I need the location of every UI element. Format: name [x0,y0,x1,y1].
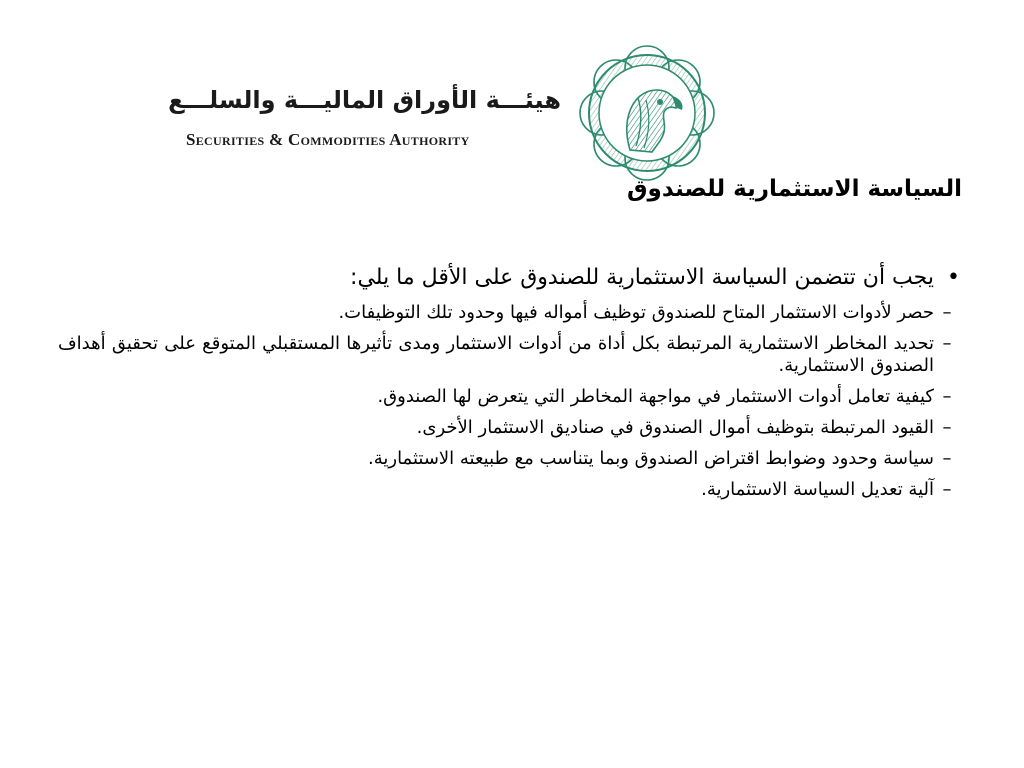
list-item-text: آلية تعديل السياسة الاستثمارية. [701,479,934,500]
slide-content [58,262,960,510]
list-item-text: حصر لأدوات الاستثمار المتاح للصندوق توظيف أمواله فيها وحدود تلك التوظيفات. [338,302,934,323]
list-item-text: القيود المرتبطة بتوظيف أموال الصندوق في صناديق الاستثمار الأخرى. [416,417,934,438]
dash-icon: – [942,302,952,323]
logo-english-name: Securities & Commodities Authority [186,130,470,149]
list-item [58,448,960,470]
list-item [58,417,960,439]
list-item [58,479,960,501]
list-item-text: سياسة وحدود وضوابط اقتراض الصندوق وبما يتناسب مع طبيعته الاستثمارية. [368,448,934,469]
dash-icon: – [942,479,952,500]
sub-item-list [58,302,960,501]
lead-text: يجب أن تتضمن السياسة الاستثمارية للصندوق على الأقل ما يلي: [350,265,934,290]
dash-icon: – [942,448,952,469]
list-item-text: كيفية تعامل أدوات الاستثمار في مواجهة المخاطر التي يتعرض لها الصندوق. [377,386,934,407]
falcon-emblem-icon [572,38,722,188]
dash-icon: – [942,386,952,407]
slide-title: السياسة الاستثمارية للصندوق [626,176,962,202]
list-item-text: تحديد المخاطر الاستثمارية المرتبطة بكل أداة من أدوات الاستثمار ومدى تأثيرها المستقبلي المتوقع على تحقيق أهداف الصندوق الاستثمارية. [58,333,934,376]
list-item [58,333,960,377]
dash-icon: – [942,333,952,354]
logo-arabic-name: هيئـــة الأوراق الماليـــة والسلـــع [168,86,561,114]
list-item [58,302,960,324]
lead-bullet [58,262,960,294]
list-item [58,386,960,408]
dash-icon: – [942,417,952,438]
bullet-icon: • [947,265,960,290]
